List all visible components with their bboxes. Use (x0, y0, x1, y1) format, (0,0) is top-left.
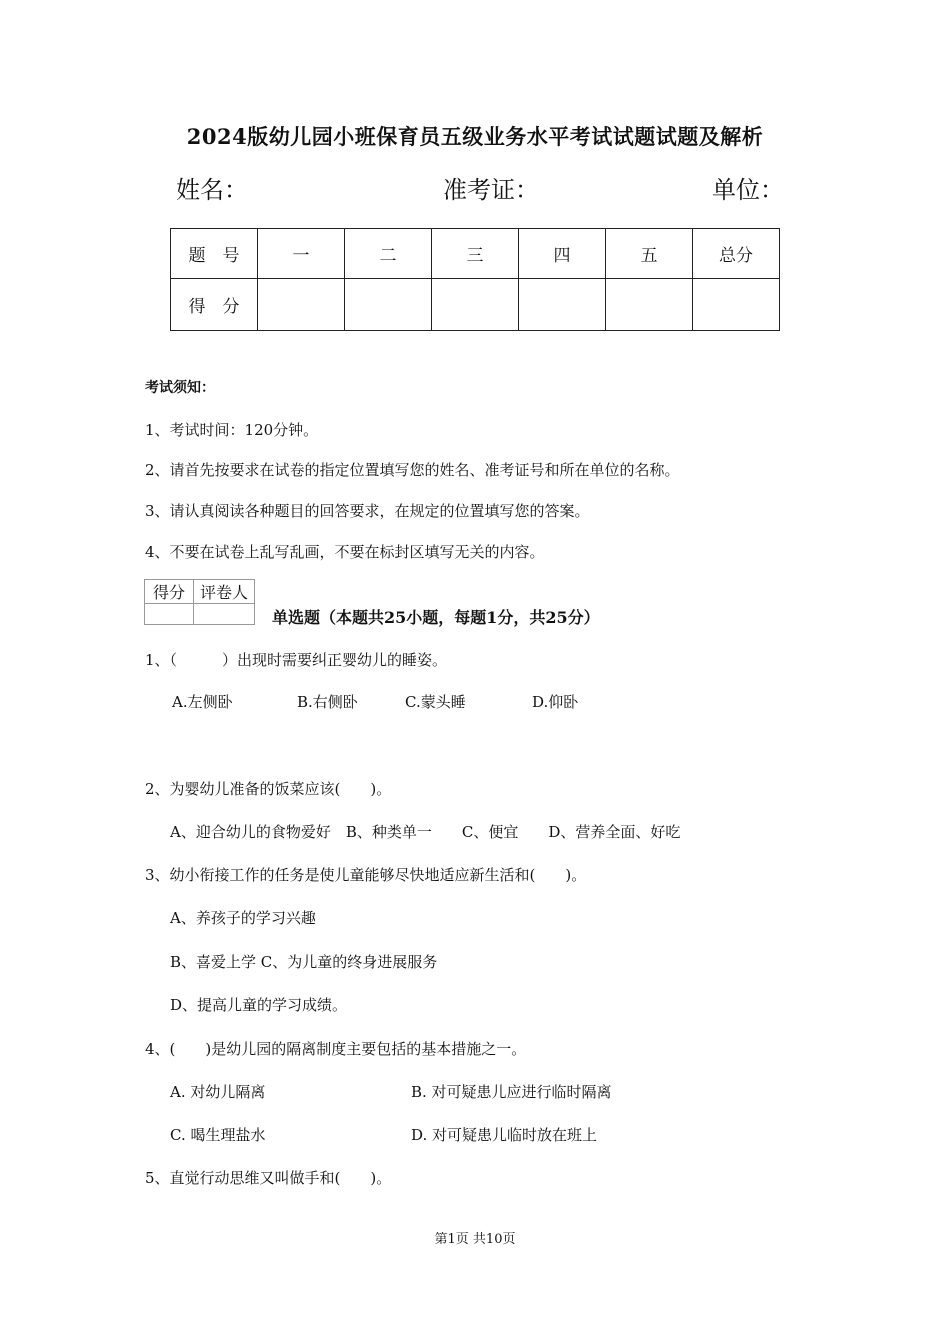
score-table-header-cell: 二 (345, 229, 432, 279)
question-5-stem: 5、直觉行动思维又叫做手和( )。 (145, 1169, 392, 1187)
score-table-header-cell: 一 (258, 229, 345, 279)
score-cell[interactable] (693, 279, 780, 331)
q1-option-b: B.右侧卧 (297, 693, 358, 711)
score-table-header-cell: 题 号 (171, 229, 258, 279)
exam-id-field-label: 准考证： (443, 176, 539, 204)
q4-option-d: D. 对可疑患儿临时放在班上 (411, 1126, 598, 1144)
instruction-item: 2、请首先按要求在试卷的指定位置填写您的姓名、准考证号和所在单位的名称。 (145, 461, 680, 479)
score-table-header-cell: 四 (519, 229, 606, 279)
instruction-item: 1、考试时间：120分钟。 (145, 421, 319, 439)
q4-option-a: A. 对幼儿隔离 (170, 1083, 266, 1101)
q3-option-a: A、养孩子的学习兴趣 (170, 909, 316, 927)
grader-score-cell[interactable] (145, 604, 194, 625)
grader-name-label: 评卷人 (194, 580, 255, 604)
score-cell[interactable] (606, 279, 693, 331)
question-2-stem: 2、为婴幼儿准备的饭菜应该( )。 (145, 780, 392, 798)
score-row-label: 得 分 (171, 279, 258, 331)
score-cell[interactable] (432, 279, 519, 331)
section-title: 单选题（本题共25小题，每题1分，共25分） (272, 608, 600, 627)
score-table-header-cell: 总分 (693, 229, 780, 279)
q4-option-c: C. 喝生理盐水 (170, 1126, 266, 1144)
question-3-stem: 3、幼小衔接工作的任务是使儿童能够尽快地适应新生活和( )。 (145, 866, 587, 884)
score-table-header-cell: 五 (606, 229, 693, 279)
grader-name-cell[interactable] (194, 604, 255, 625)
score-table-score-row (171, 279, 780, 331)
grader-score-label: 得分 (145, 580, 194, 604)
score-cell[interactable] (519, 279, 606, 331)
score-table (170, 228, 780, 331)
q4-option-b: B. 对可疑患儿应进行临时隔离 (411, 1083, 612, 1101)
page-number-footer: 第1页 共10页 (434, 1232, 516, 1247)
q3-option-d: D、提高儿童的学习成绩。 (170, 996, 348, 1014)
page-title: 2024版幼儿园小班保育员五级业务水平考试试题试题及解析 (186, 124, 764, 149)
question-1-stem: 1、（ ）出现时需要纠正婴幼儿的睡姿。 (145, 651, 448, 669)
name-field-label: 姓名： (176, 176, 248, 204)
instructions-heading: 考试须知： (145, 380, 215, 396)
q1-option-a: A.左侧卧 (172, 693, 233, 711)
q1-option-c: C.蒙头睡 (405, 693, 466, 711)
score-table-header-cell: 三 (432, 229, 519, 279)
q2-options: A、迎合幼儿的食物爱好 B、种类单一 C、便宜 D、营养全面、好吃 (170, 823, 681, 841)
score-cell[interactable] (258, 279, 345, 331)
score-cell[interactable] (345, 279, 432, 331)
grader-box (144, 579, 255, 625)
q3-option-bc: B、喜爱上学 C、为儿童的终身进展服务 (170, 953, 438, 971)
q1-option-d: D.仰卧 (532, 693, 579, 711)
instruction-item: 3、请认真阅读各种题目的回答要求，在规定的位置填写您的答案。 (145, 502, 590, 520)
question-4-stem: 4、( )是幼儿园的隔离制度主要包括的基本措施之一。 (145, 1040, 527, 1058)
score-table-header-row (171, 229, 780, 279)
unit-field-label: 单位： (712, 176, 784, 204)
instruction-item: 4、不要在试卷上乱写乱画，不要在标封区填写无关的内容。 (145, 543, 545, 561)
